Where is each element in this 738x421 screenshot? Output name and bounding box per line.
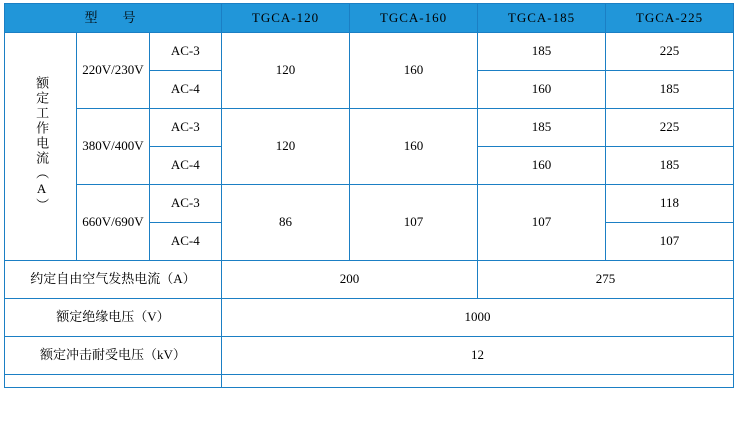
cell-v3-ac4-m4: 107	[606, 223, 734, 261]
impulse-voltage-label: 额定冲击耐受电压（kV）	[5, 337, 222, 375]
insulation-voltage-value: 1000	[222, 299, 734, 337]
cell-v1-ac4-m3: 160	[478, 71, 606, 109]
table-row	[5, 33, 734, 71]
header-model-1: TGCA-120	[222, 4, 350, 33]
thermal-current-value-2: 275	[478, 261, 734, 299]
cell-v1-m1: 120	[222, 33, 350, 109]
voltage-group-3-label: 660V/690V	[77, 185, 149, 261]
cell-v2-m2: 160	[350, 109, 478, 185]
table-row	[5, 337, 734, 375]
partial-label-cell	[5, 375, 222, 388]
duty-label-ac3: AC-3	[149, 109, 221, 147]
header-model-4: TGCA-225	[606, 4, 734, 33]
cell-v2-ac4-m4: 185	[606, 147, 734, 185]
impulse-voltage-value: 12	[222, 337, 734, 375]
table-row	[5, 299, 734, 337]
header-model-3: TGCA-185	[478, 4, 606, 33]
duty-label-ac4: AC-4	[149, 223, 221, 261]
cell-v2-ac3-m4: 225	[606, 109, 734, 147]
partial-value-cell	[222, 375, 734, 388]
cell-v2-ac3-m3: 185	[478, 109, 606, 147]
cell-v1-ac3-m4: 225	[606, 33, 734, 71]
cell-v3-ac3-m4: 118	[606, 185, 734, 223]
cell-v2-ac4-m3: 160	[478, 147, 606, 185]
rated-current-spec-table	[4, 3, 734, 388]
voltage-group-1-label: 220V/230V	[77, 33, 149, 109]
cell-v2-m1: 120	[222, 109, 350, 185]
cell-v1-ac4-m4: 185	[606, 71, 734, 109]
thermal-current-value-1: 200	[222, 261, 478, 299]
cell-v1-m2: 160	[350, 33, 478, 109]
table-row	[5, 185, 734, 223]
thermal-current-label: 约定自由空气发热电流（A）	[5, 261, 222, 299]
duty-label-ac3: AC-3	[149, 33, 221, 71]
table-row	[5, 109, 734, 147]
rated-current-label: 额定工作电流（A）	[5, 33, 77, 261]
table-header-row	[5, 4, 734, 33]
cell-v3-m3: 107	[478, 185, 606, 261]
cell-v3-m2: 107	[350, 185, 478, 261]
table-row-partial	[5, 375, 734, 388]
voltage-group-2-label: 380V/400V	[77, 109, 149, 185]
spec-table-page	[0, 3, 738, 421]
cell-v1-ac3-m3: 185	[478, 33, 606, 71]
header-model-2: TGCA-160	[350, 4, 478, 33]
insulation-voltage-label: 额定绝缘电压（V）	[5, 299, 222, 337]
duty-label-ac3: AC-3	[149, 185, 221, 223]
duty-label-ac4: AC-4	[149, 71, 221, 109]
table-row	[5, 261, 734, 299]
cell-v3-m1: 86	[222, 185, 350, 261]
duty-label-ac4: AC-4	[149, 147, 221, 185]
header-model-label: 型 号	[5, 4, 222, 33]
